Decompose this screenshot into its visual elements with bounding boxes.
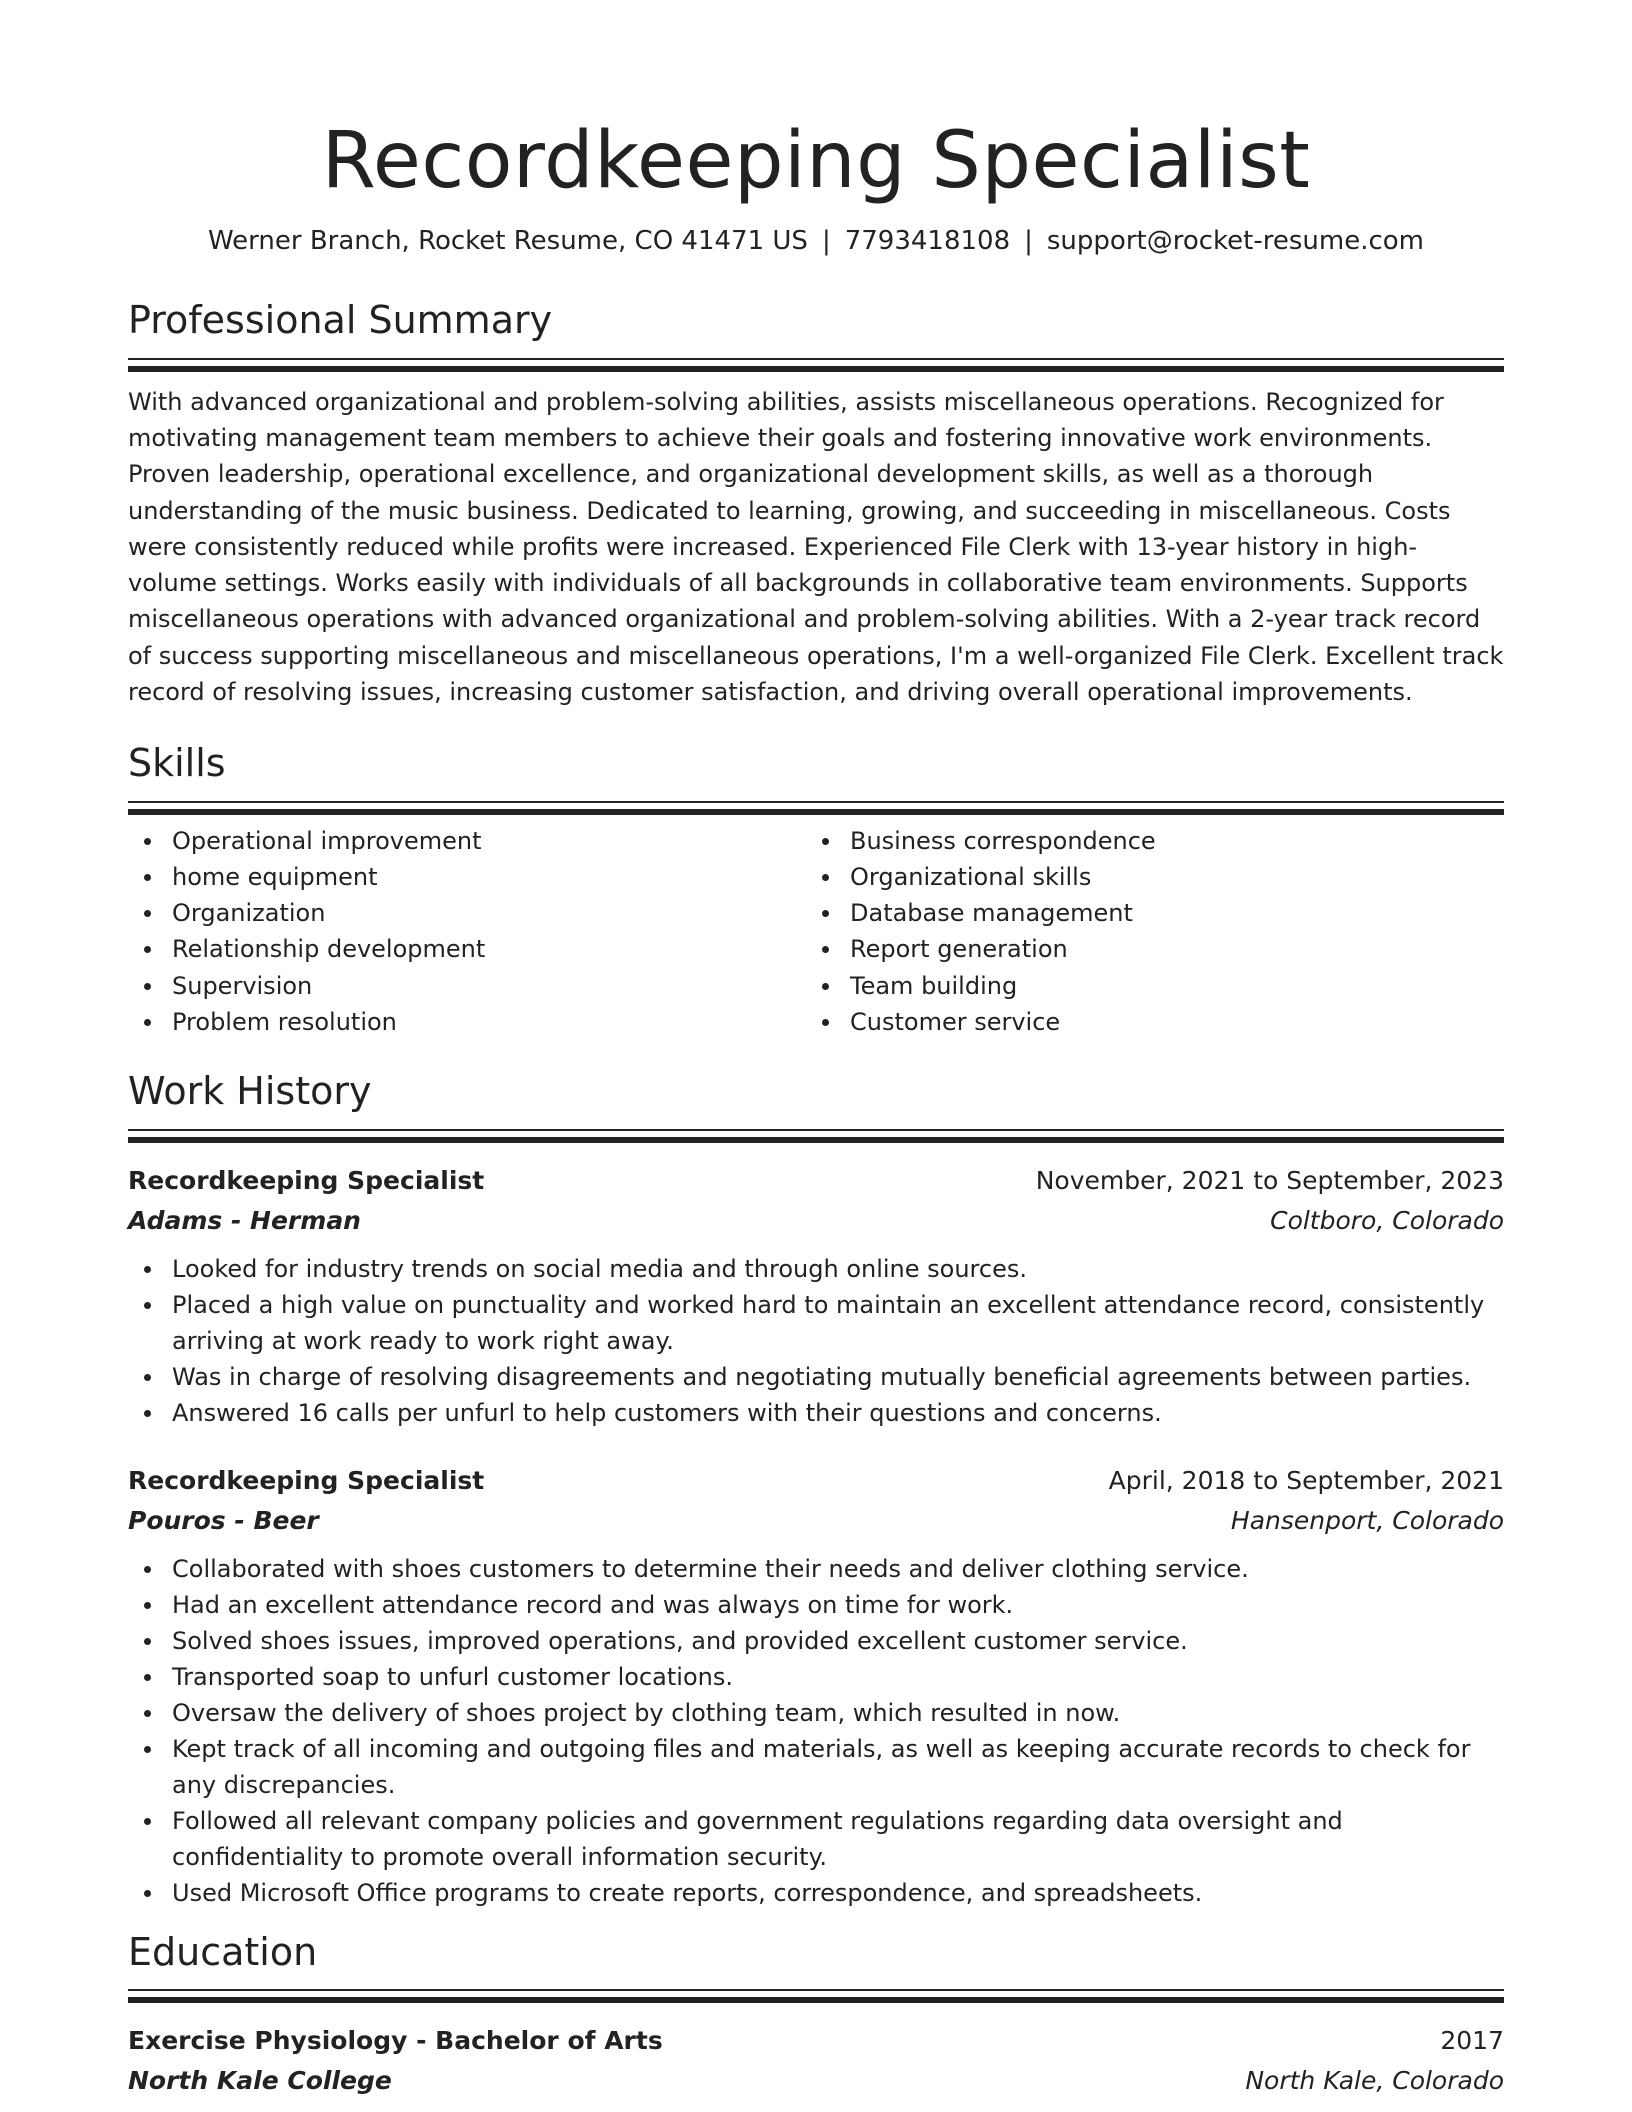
contact-separator: | (821, 226, 831, 257)
skill-item: Team building (806, 968, 1484, 1004)
job-bullet: Answered 16 calls per unfurl to help customers with their questions and concerns. (128, 1395, 1504, 1431)
job-location: Hansenport, Colorado (1230, 1505, 1504, 1535)
job-bullet: Had an excellent attendance record and was always on time for work. (128, 1587, 1504, 1623)
skill-item: Business correspondence (806, 823, 1484, 859)
resume-name: Recordkeeping Specialist (321, 116, 1311, 206)
job-entry (128, 1161, 1504, 1431)
job-location: Coltboro, Colorado (1270, 1205, 1504, 1235)
job-title: Recordkeeping Specialist (128, 1465, 485, 1495)
job-bullets (128, 1251, 1504, 1431)
skill-item: Supervision (128, 968, 806, 1004)
education-section (128, 1929, 1504, 2102)
education-school-row (128, 2061, 1504, 2101)
contact-separator: | (1024, 226, 1033, 257)
education-year: 2017 (1440, 2026, 1504, 2056)
job-bullet: Used Microsoft Office programs to create reports, correspondence, and spreadsheets. (128, 1875, 1504, 1911)
job-bullet: Followed all relevant company policies and government regulations regarding data oversight and confidentiality to promote overall information security. (128, 1803, 1504, 1875)
work-history-section (128, 1068, 1504, 1911)
section-title: Education (128, 1929, 318, 1974)
job-bullet: Placed a high value on punctuality and worked hard to maintain an excellent attendance record, consistently arriving at work ready to work right away. (128, 1287, 1504, 1359)
contact-line (128, 225, 1504, 259)
education-location: North Kale, Colorado (1245, 2066, 1504, 2096)
job-company: Adams - Herman (128, 1205, 361, 1235)
skill-item: Database management (806, 895, 1484, 931)
skill-item: Problem resolution (128, 1004, 806, 1040)
skill-item: Relationship development (128, 931, 806, 967)
job-dates: November, 2021 to September, 2023 (1035, 1165, 1504, 1195)
education-header-row (128, 2021, 1504, 2061)
section-divider (128, 1989, 1504, 2003)
skill-item: Customer service (806, 1004, 1484, 1040)
skill-item: home equipment (128, 859, 806, 895)
section-title: Work History (128, 1069, 372, 1114)
resume-page (128, 0, 1504, 2101)
job-bullet: Looked for industry trends on social media and through online sources. (128, 1251, 1504, 1287)
job-bullets (128, 1551, 1504, 1911)
section-title: Skills (128, 741, 226, 786)
education-entry (128, 2021, 1504, 2101)
skill-item: Organizational skills (806, 859, 1484, 895)
skills-columns (128, 823, 1504, 1040)
job-bullet: Collaborated with shoes customers to determine their needs and deliver clothing service. (128, 1551, 1504, 1587)
job-bullet: Oversaw the delivery of shoes project by clothing team, which resulted in now. (128, 1695, 1504, 1731)
job-company-row (128, 1501, 1504, 1541)
contact-email: support@rocket-resume.com (1046, 226, 1424, 257)
education-degree: Exercise Physiology - Bachelor of Arts (128, 2026, 663, 2056)
section-divider (128, 801, 1504, 815)
job-bullet: Transported soap to unfurl customer locations. (128, 1659, 1504, 1695)
skill-item: Organization (128, 895, 806, 931)
section-divider (128, 358, 1504, 372)
summary-section (128, 297, 1504, 710)
job-dates: April, 2018 to September, 2021 (1108, 1465, 1504, 1495)
job-header-row (128, 1461, 1504, 1501)
job-header-row (128, 1161, 1504, 1201)
skill-item: Report generation (806, 931, 1484, 967)
skills-list-right (806, 823, 1484, 1040)
job-bullet: Kept track of all incoming and outgoing files and materials, as well as keeping accurate records to check for any discrepancies. (128, 1731, 1504, 1803)
job-bullet: Solved shoes issues, improved operations, and provided excellent customer service. (128, 1623, 1504, 1659)
contact-address: Werner Branch, Rocket Resume, CO 41471 US (208, 226, 808, 257)
job-company: Pouros - Beer (128, 1505, 319, 1535)
job-title: Recordkeeping Specialist (128, 1165, 485, 1195)
section-divider (128, 1129, 1504, 1143)
job-bullet: Was in charge of resolving disagreements and negotiating mutually beneficial agreements between parties. (128, 1359, 1504, 1395)
skills-section (128, 740, 1504, 1040)
education-school: North Kale College (128, 2066, 392, 2096)
skills-list-left (128, 823, 806, 1040)
skill-item: Operational improvement (128, 823, 806, 859)
section-title: Professional Summary (128, 298, 553, 343)
job-company-row (128, 1201, 1504, 1241)
contact-phone: 7793418108 (844, 226, 1011, 257)
summary-text: With advanced organizational and problem-solving abilities, assists miscellaneous operations. Recognized for motivating management team members to achieve their goals and fostering innovative work environments. Proven leadership, operational excellence, and organizational development skills, as well as a thorough understanding of the music business. Dedicated to learning, growing, and succeeding in miscellaneous. Costs were consistently reduced while profits were increased. Experienced File Clerk with 13-year history in high-volume settings. Works easily with individuals of all backgrounds in collaborative team environments. Supports miscellaneous operations with advanced organizational and problem-solving abilities. With a 2-year track record of success supporting miscellaneous and miscellaneous operations, I'm a well-organized File Clerk. Excellent track record of resolving issues, increasing customer satisfaction, and driving overall operational improvements. (128, 387, 1504, 707)
job-entry (128, 1461, 1504, 1911)
